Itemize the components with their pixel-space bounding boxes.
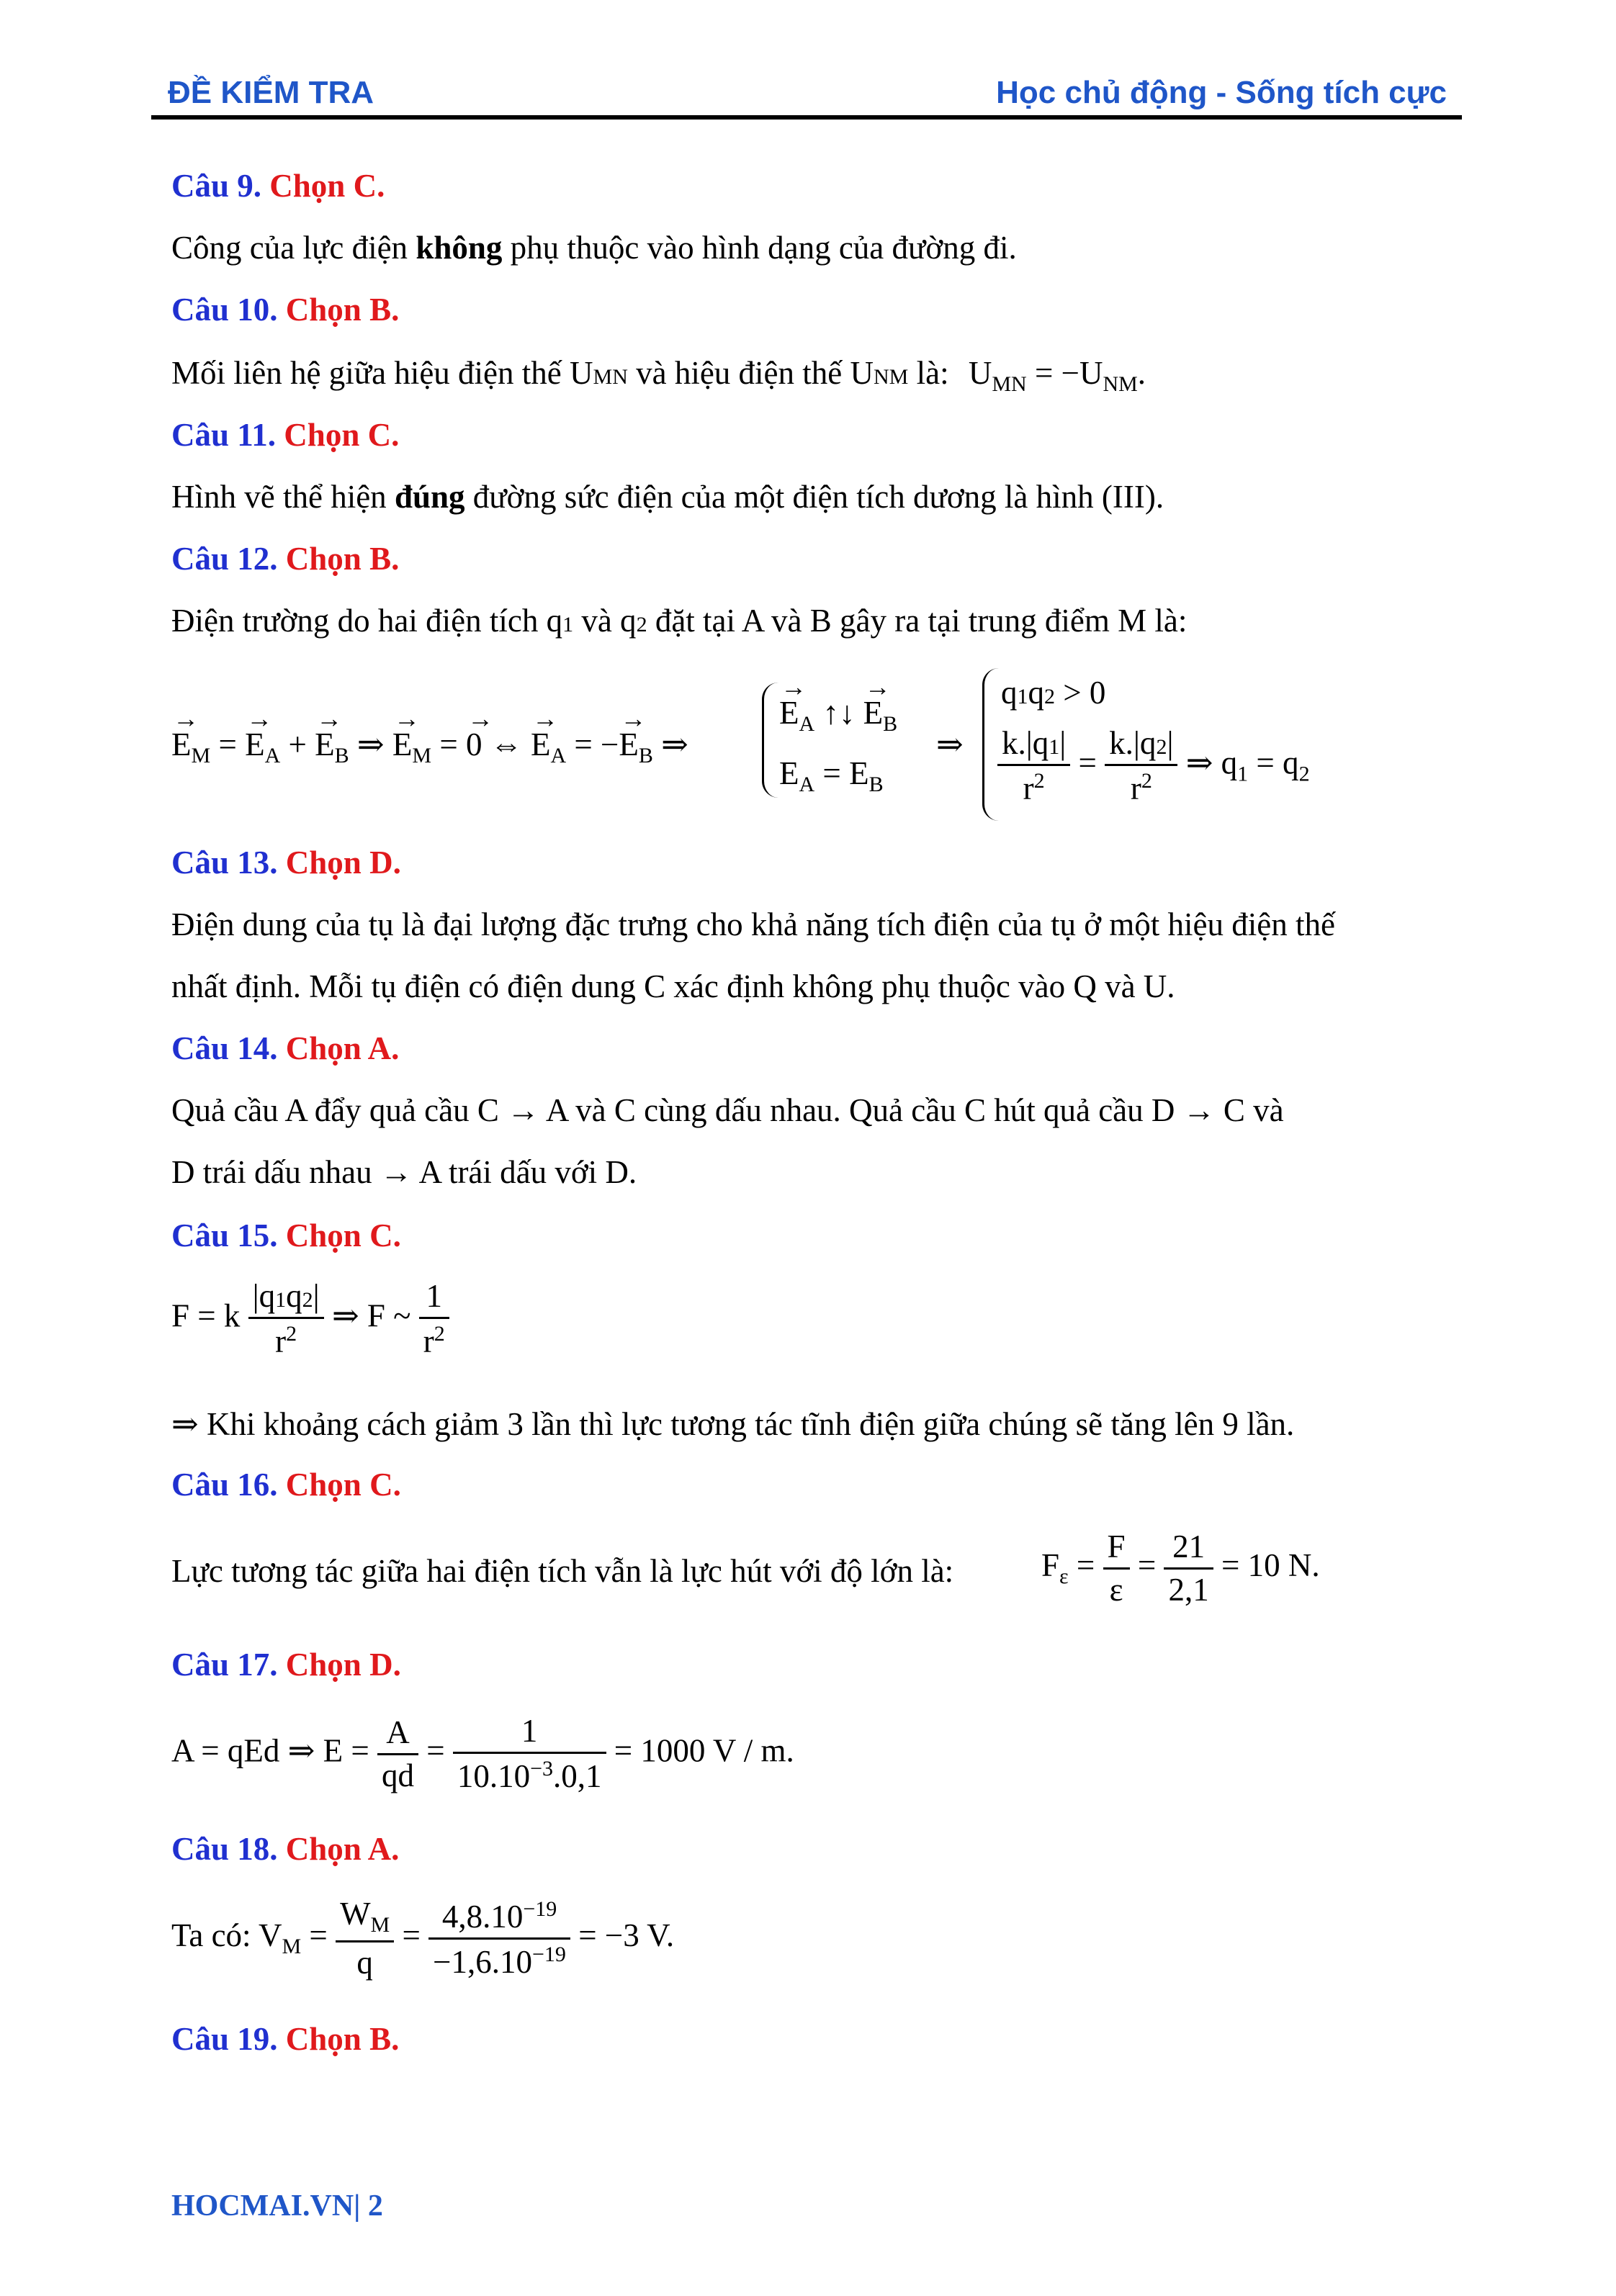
subscript: NM	[874, 365, 909, 389]
emphasis-text: đúng	[394, 479, 465, 515]
system-brace	[762, 683, 778, 798]
formula-system-1b: $E_A = E_B$	[779, 755, 884, 796]
answer-heading-19	[171, 2023, 399, 2056]
answer-number: Câu 18.	[171, 1831, 278, 1867]
answer-explanation-16: Lực tương tác giữa hai điện tích vẫn là lực hút với độ lớn là:	[171, 1553, 954, 1589]
explanation-text: Mối liên hệ giữa hiệu điện thế U	[171, 355, 593, 391]
answer-number: Câu 11.	[171, 417, 277, 453]
answer-number: Câu 14.	[171, 1030, 278, 1066]
footer-page-label: HOCMAI.VN| 2	[171, 2189, 383, 2223]
answer-choice: Chọn B.	[285, 2021, 400, 2057]
answer-heading-10	[171, 294, 399, 326]
formula-system-2a: q1q2 > 0	[1001, 675, 1106, 711]
answer-explanation-13-line1: Điện dung của tụ là đại lượng đặc trưng cho khả năng tích điện của tụ ở một hiệu điện thế	[171, 906, 1335, 942]
answer-heading-12	[171, 543, 399, 575]
explanation-text: và hiệu điện thế U	[627, 355, 874, 391]
system-brace	[982, 668, 999, 821]
answer-explanation-12: Điện trường do hai điện tích q1 và q2 đặt tại A và B gây ra tại trung điểm M là:	[171, 603, 1188, 639]
emphasis-text: không	[416, 230, 503, 266]
formula-dielectric-force: $F_\varepsilon$ = $\frac{F}{\varepsilon}$ = $\frac{21}{2,1}$ = 10 N.	[1041, 1529, 1320, 1608]
answer-heading-17	[171, 1649, 401, 1681]
answer-number: Câu 12.	[171, 541, 278, 577]
formula-umn: $U_{MN} = -U_{NM}$.	[968, 355, 1146, 396]
answer-choice: Chọn A.	[285, 1030, 400, 1066]
explanation-text: là:	[908, 355, 949, 391]
header-title: ĐỀ KIỂM TRA	[168, 75, 374, 110]
answer-number: Câu 17.	[171, 1647, 278, 1683]
answer-explanation-10	[171, 357, 1146, 395]
formula-system-1a: → $E_A$ ↑↓ → $E_B$	[779, 697, 897, 735]
answer-choice: Chọn B.	[285, 541, 400, 577]
answer-number: Câu 19.	[171, 2021, 278, 2057]
answer-choice: Chọn D.	[285, 1647, 401, 1683]
explanation-text: đường sức điện của một điện tích dương là hình (III).	[464, 479, 1164, 515]
header-slogan: Học chủ động - Sống tích cực	[996, 75, 1447, 110]
answer-choice: Chọn B.	[285, 292, 400, 328]
answer-choice: Chọn A.	[285, 1831, 400, 1867]
answer-explanation-13-line2: nhất định. Mỗi tụ điện có điện dung C xác định không phụ thuộc vào Q và U.	[171, 968, 1175, 1004]
answer-heading-11	[171, 419, 399, 451]
answer-explanation-11	[171, 481, 1164, 513]
header-divider	[151, 115, 1462, 120]
answer-heading-16	[171, 1469, 401, 1501]
answer-choice: Chọn C.	[284, 417, 400, 453]
subscript: MN	[593, 365, 628, 389]
formula-field-strength: A = qEd ⇒ E = $\frac{A}{qd}$ = $\frac{1}{10.10^{-3}.0,1}$ = 1000 V / m.	[171, 1713, 794, 1794]
answer-number: Câu 9.	[171, 168, 262, 204]
answer-explanation-14-line1: Quả cầu A đẩy quả cầu C → A và C cùng dấu nhau. Quả cầu C hút quả cầu D → C và	[171, 1092, 1284, 1128]
explanation-text: Công của lực điện	[171, 230, 416, 266]
formula-field-superposition: → $E_M$ = → $E_A$ + → $E_B$ ⇒ → $E_M$ = → 0 ⇔ → $E_A$ = −→ $E_B$ ⇒	[171, 729, 688, 767]
answer-heading-18	[171, 1833, 399, 1865]
explanation-text: phụ thuộc vào hình dạng của đường đi.	[502, 230, 1017, 266]
answer-explanation-14-line2: D trái dấu nhau → A trái dấu với D.	[171, 1154, 637, 1190]
formula-system-2b: $\frac{k.|q1|}{r^2}$ = $\frac{k.|q2|}{r^2}$ ⇒ $q_1 = q_2$	[997, 727, 1310, 805]
formula-coulomb: F = k $\frac{|q1q2|}{r^2}$ ⇒ F ~ $\frac{1}{r^2}$	[171, 1280, 449, 1358]
answer-choice: Chọn C.	[269, 168, 385, 204]
answer-explanation-9	[171, 232, 1017, 264]
answer-heading-14	[171, 1032, 399, 1065]
answer-choice: Chọn D.	[285, 845, 401, 881]
explanation-text: Hình vẽ thể hiện	[171, 479, 395, 515]
answer-choice: Chọn C.	[285, 1217, 401, 1253]
answer-heading-13	[171, 847, 401, 879]
answer-conclusion-15: ⇒ Khi khoảng cách giảm 3 lần thì lực tương tác tĩnh điện giữa chúng sẽ tăng lên 9 lần.	[171, 1406, 1295, 1442]
answer-number: Câu 16.	[171, 1467, 278, 1503]
answer-choice: Chọn C.	[285, 1467, 401, 1503]
answer-number: Câu 15.	[171, 1217, 278, 1253]
answer-heading-15	[171, 1217, 401, 1253]
formula-potential: Ta có: $V_M$ = $\frac{W_M}{q}$ = $\frac{4,8.10^{-19}}{-1,6.10^{-19}}$ = −3 V.	[171, 1896, 675, 1981]
answer-number: Câu 10.	[171, 292, 278, 328]
answer-number: Câu 13.	[171, 845, 278, 881]
formula-implies: ⇒	[936, 726, 964, 762]
answer-heading-9	[171, 170, 385, 202]
